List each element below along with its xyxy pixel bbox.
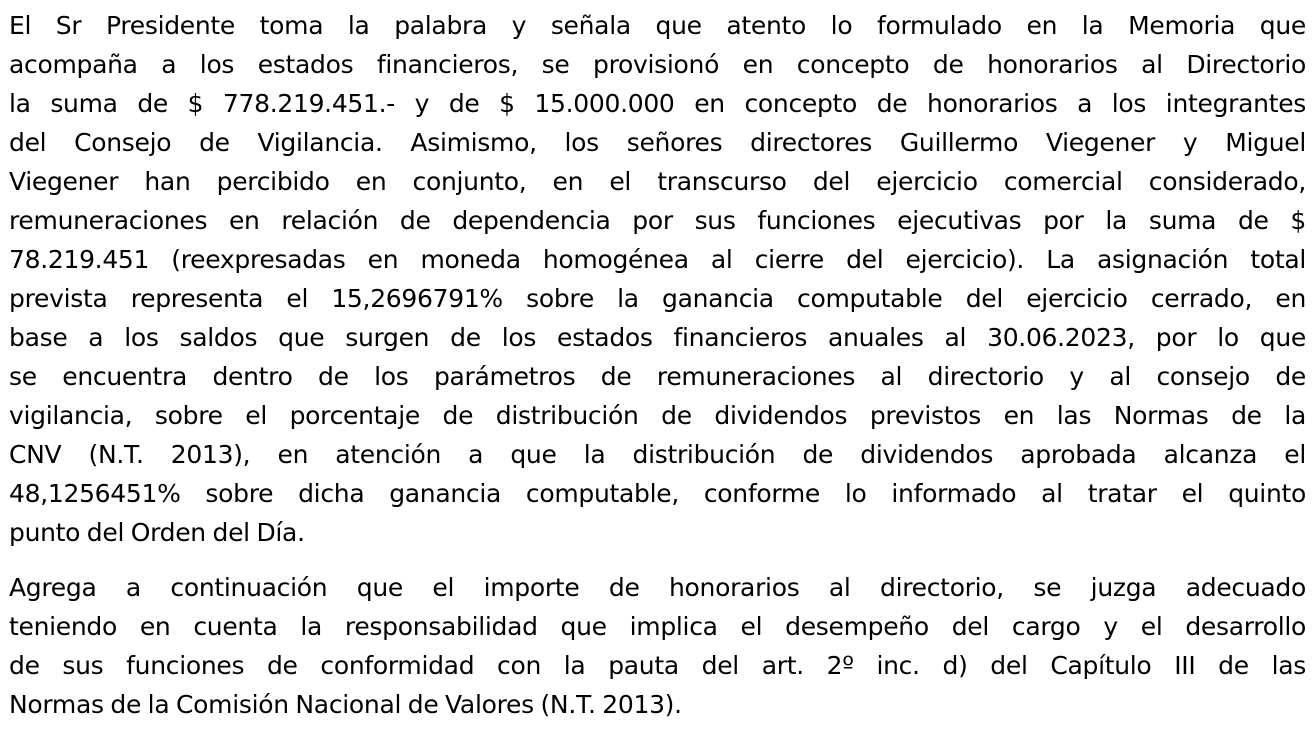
text-line: CNV (N.T. 2013), en atención a que la distribución de dividendos aprobada alcanza el <box>9 440 1306 469</box>
text-line: del Consejo de Vigilancia. Asimismo, los señores directores Guillermo Viegener y Miguel <box>9 128 1306 157</box>
paragraph-2 <box>9 568 1306 724</box>
text-line: prevista representa el 15,2696791% sobre la ganancia computable del ejercicio cerrado, en <box>9 284 1306 313</box>
text-line: El Sr Presidente toma la palabra y señala que atento lo formulado en la Memoria que <box>9 11 1306 40</box>
text-line: de sus funciones de conformidad con la pauta del art. 2º inc. d) del Capítulo III de las <box>9 651 1306 680</box>
paragraph-spacer <box>9 552 1306 568</box>
paragraph-1 <box>9 6 1306 552</box>
text-line: Normas de la Comisión Nacional de Valores (N.T. 2013). <box>9 690 682 719</box>
text-line: se encuentra dentro de los parámetros de remuneraciones al directorio y al consejo de <box>9 362 1306 391</box>
text-line: la suma de $ 778.219.451.- y de $ 15.000.000 en concepto de honorarios a los integrantes <box>9 89 1306 118</box>
text-line: remuneraciones en relación de dependencia por sus funciones ejecutivas por la suma de $ <box>9 206 1306 235</box>
text-line: Agrega a continuación que el importe de honorarios al directorio, se juzga adecuado <box>9 573 1306 602</box>
text-line: teniendo en cuenta la responsabilidad que implica el desempeño del cargo y el desarrollo <box>9 612 1306 641</box>
text-line: base a los saldos que surgen de los estados financieros anuales al 30.06.2023, por lo que <box>9 323 1306 352</box>
text-line: acompaña a los estados financieros, se provisionó en concepto de honorarios al Directorio <box>9 50 1306 79</box>
text-line: 48,1256451% sobre dicha ganancia computable, conforme lo informado al tratar el quinto <box>9 479 1306 508</box>
text-line: vigilancia, sobre el porcentaje de distribución de dividendos previstos en las Normas de la <box>9 401 1306 430</box>
text-line: Viegener han percibido en conjunto, en el transcurso del ejercicio comercial considerado, <box>9 167 1306 196</box>
text-line: 78.219.451 (reexpresadas en moneda homogénea al cierre del ejercicio). La asignación total <box>9 245 1306 274</box>
text-line: punto del Orden del Día. <box>9 518 305 547</box>
